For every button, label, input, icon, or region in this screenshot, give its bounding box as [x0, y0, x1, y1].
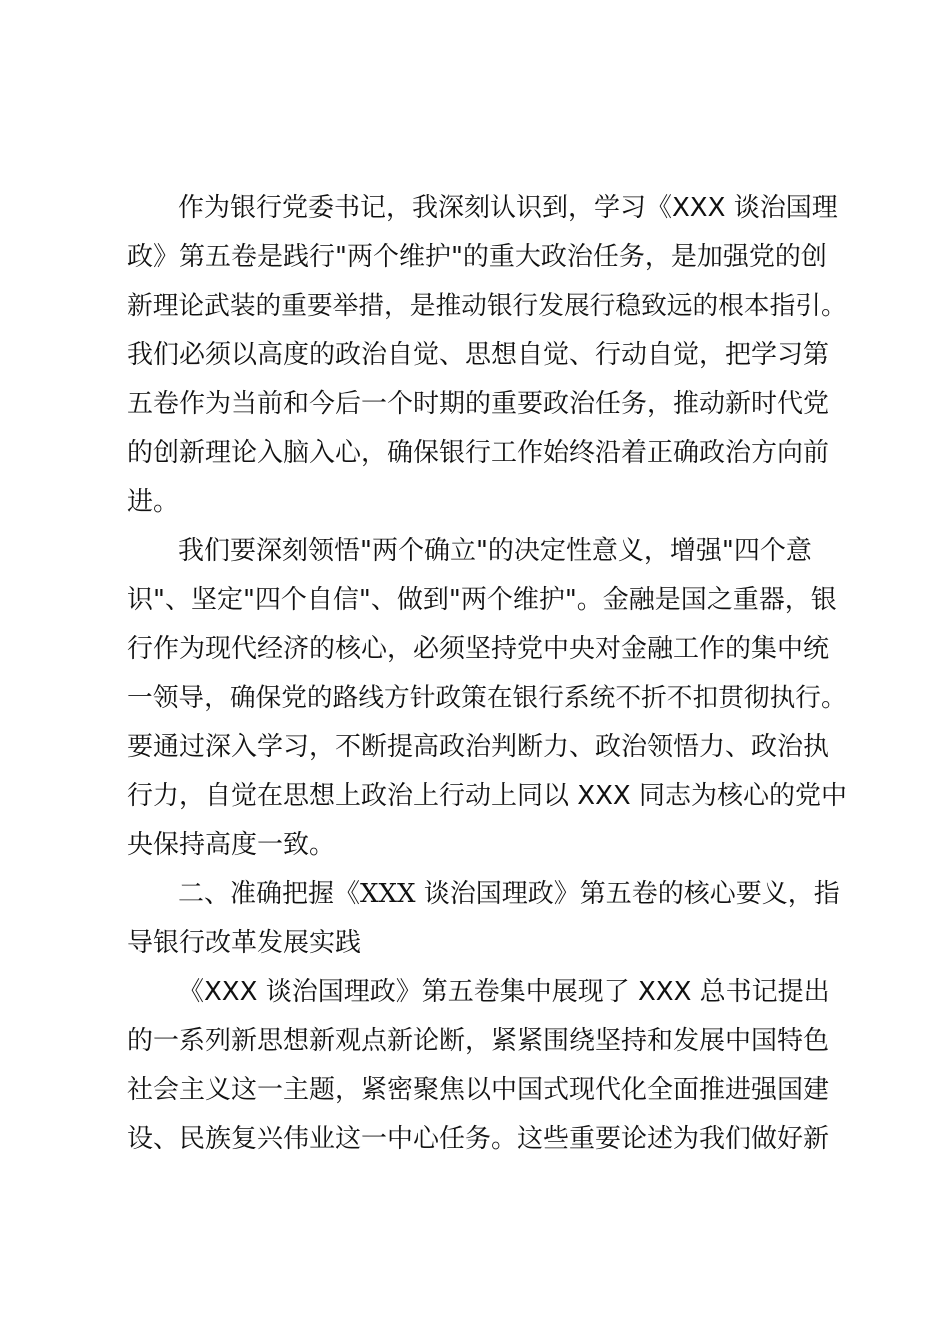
paragraph-3-line-2: 的一系列新思想新观点新论断，紧紧围绕坚持和发展中国特色 [127, 1026, 830, 1056]
paragraph-1-line-1: 作为银行党委书记，我深刻认识到，学习《XXX 谈治国理 [178, 193, 838, 223]
section-heading-line-1: 二、准确把握《XXX 谈治国理政》第五卷的核心要义，指 [178, 879, 840, 909]
paragraph-1-line-5: 五卷作为当前和今后一个时期的重要政治任务，推动新时代党 [127, 389, 830, 419]
paragraph-2-line-4: 一领导，确保党的路线方针政策在银行系统不折不扣贯彻执行。 [127, 683, 847, 713]
paragraph-1-line-3: 新理论武装的重要举措，是推动银行发展行稳致远的根本指引。 [127, 291, 847, 321]
paragraph-3-line-4: 设、民族复兴伟业这一中心任务。这些重要论述为我们做好新 [127, 1124, 830, 1154]
paragraph-2-line-6: 行力，自觉在思想上政治上行动上同以 XXX 同志为核心的党中 [127, 781, 847, 811]
section-heading-line-2: 导银行改革发展实践 [127, 928, 362, 958]
paragraph-2-line-3: 行作为现代经济的核心，必须坚持党中央对金融工作的集中统 [127, 634, 830, 664]
paragraph-1-line-6: 的创新理论入脑入心，确保银行工作始终沿着正确政治方向前 [127, 438, 830, 468]
paragraph-1-line-2: 政》第五卷是践行"两个维护"的重大政治任务，是加强党的创 [127, 242, 827, 272]
paragraph-1-line-7: 进。 [127, 487, 180, 517]
paragraph-2-line-7: 央保持高度一致。 [127, 830, 336, 860]
paragraph-2-line-2: 识"、坚定"四个自信"、做到"两个维护"。金融是国之重器，银 [127, 585, 837, 615]
paragraph-1-line-4: 我们必须以高度的政治自觉、思想自觉、行动自觉，把学习第 [127, 340, 830, 370]
paragraph-3-line-3: 社会主义这一主题，紧密聚焦以中国式现代化全面推进强国建 [127, 1075, 830, 1105]
paragraph-2-line-1: 我们要深刻领悟"两个确立"的决定性意义，增强"四个意 [178, 536, 812, 566]
paragraph-2-line-5: 要通过深入学习，不断提高政治判断力、政治领悟力、政治执 [127, 732, 830, 762]
paragraph-3-line-1: 《XXX 谈治国理政》第五卷集中展现了 XXX 总书记提出 [178, 977, 830, 1007]
